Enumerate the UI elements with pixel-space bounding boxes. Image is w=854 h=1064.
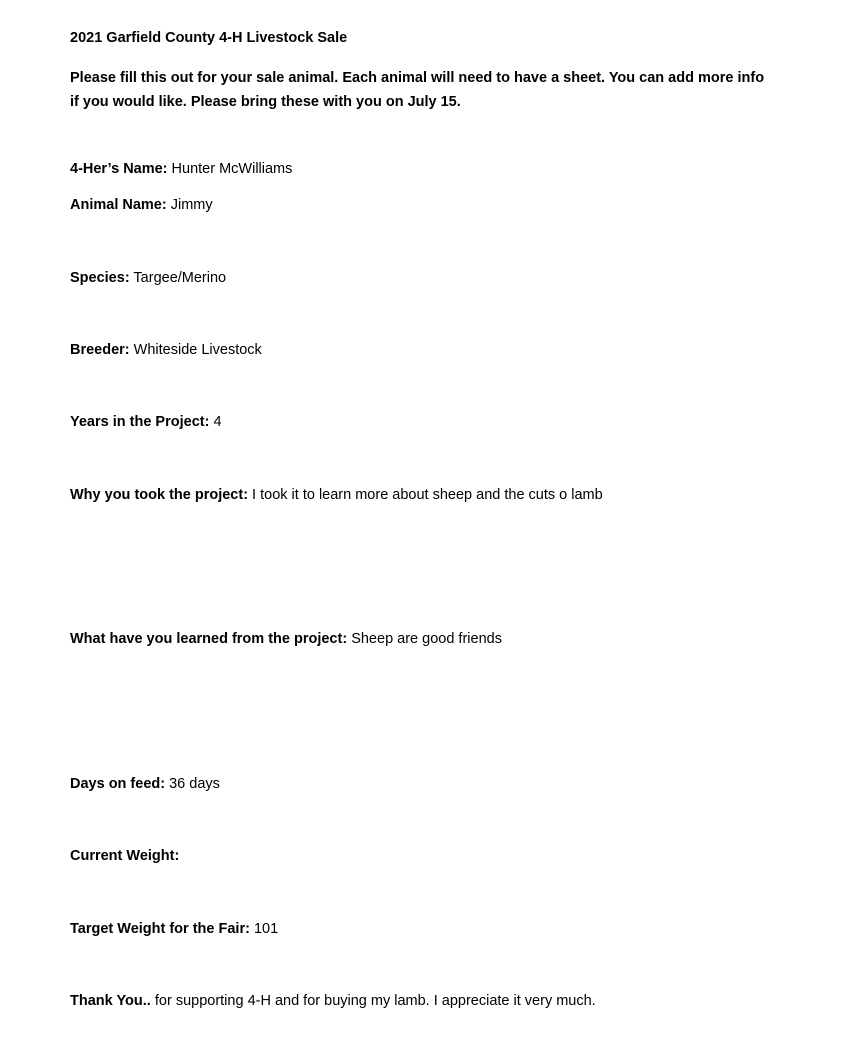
field-label: Animal Name: bbox=[70, 197, 167, 213]
field-what-learned bbox=[70, 631, 502, 647]
field-label: Days on feed: bbox=[70, 776, 166, 792]
field-species bbox=[70, 270, 226, 286]
field-target-weight bbox=[70, 921, 278, 937]
field-value: 36 days bbox=[165, 776, 220, 792]
field-value: Whiteside Livestock bbox=[129, 342, 262, 358]
field-value: for supporting 4-H and for buying my lamb. I appreciate it very much. bbox=[150, 993, 596, 1009]
field-label: Species: bbox=[70, 270, 130, 286]
field-why-took-project bbox=[70, 487, 603, 503]
field-label: Why you took the project: bbox=[70, 487, 249, 503]
field-value: Jimmy bbox=[166, 197, 213, 213]
field-value: I took it to learn more about sheep and the cuts o lamb bbox=[248, 487, 603, 503]
field-breeder bbox=[70, 342, 262, 358]
field-label: Target Weight for the Fair: bbox=[70, 921, 250, 937]
field-years-in-project bbox=[70, 414, 222, 430]
field-days-on-feed bbox=[70, 776, 220, 792]
field-thank-you bbox=[70, 993, 596, 1009]
field-label: 4-Her’s Name: bbox=[70, 161, 168, 177]
document-title: 2021 Garfield County 4-H Livestock Sale bbox=[70, 30, 348, 46]
field-value: Targee/Merino bbox=[129, 270, 227, 286]
field-value: Sheep are good friends bbox=[347, 631, 502, 647]
instructions-paragraph bbox=[70, 66, 840, 114]
field-value: Hunter McWilliams bbox=[167, 161, 293, 177]
field-4her-name bbox=[70, 161, 292, 177]
field-current-weight bbox=[70, 848, 179, 864]
field-label: What have you learned from the project: bbox=[70, 631, 348, 647]
field-value: 101 bbox=[249, 921, 279, 937]
field-animal-name bbox=[70, 197, 213, 213]
instructions-line-2: if you would like. Please bring these with you on July 15. bbox=[70, 94, 461, 110]
field-value: 4 bbox=[209, 414, 222, 430]
instructions-line-1: Please fill this out for your sale animal. Each animal will need to have a sheet. You can add more info bbox=[70, 70, 765, 86]
field-label: Breeder: bbox=[70, 342, 130, 358]
field-label: Current Weight: bbox=[70, 848, 180, 864]
field-label: Years in the Project: bbox=[70, 414, 210, 430]
field-label: Thank You.. bbox=[70, 993, 151, 1009]
